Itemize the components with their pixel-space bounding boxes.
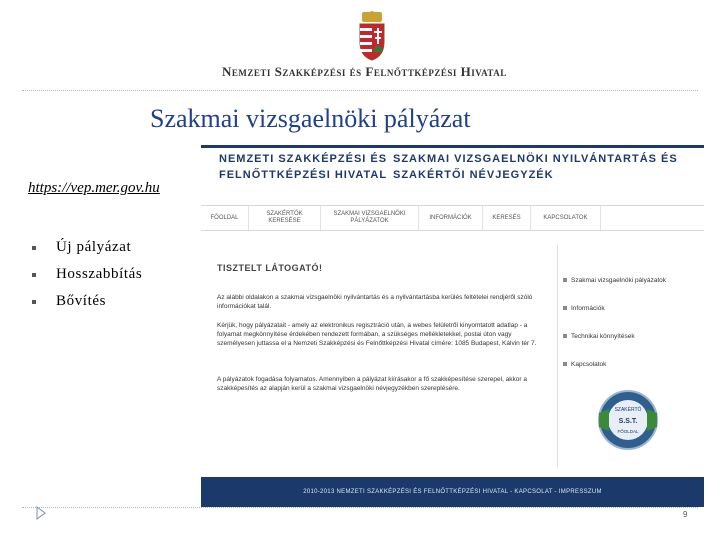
expert-seal-badge-icon — [597, 389, 659, 451]
site-sidebar-link-label: Szakmai vizsgaelnöki pályázatok — [571, 276, 667, 284]
square-bullet-icon — [563, 278, 567, 282]
site-header — [201, 145, 704, 195]
site-sidebar-link[interactable] — [563, 329, 693, 343]
site-agency-title: NEMZETI SZAKKÉPZÉSI ÉS FELNŐTTKÉPZÉSI HIVATAL — [219, 153, 388, 181]
website-url-link[interactable]: https://vep.mer.gov.hu — [28, 180, 160, 196]
list-item — [32, 288, 142, 315]
square-bullet-icon — [563, 334, 567, 338]
bullet-text: Új pályázat — [56, 239, 132, 255]
agency-name: Nemzeti Szakképzési és Felnőttképzési Hivatal — [222, 64, 507, 79]
site-sidebar-link[interactable] — [563, 273, 693, 287]
website-screenshot — [201, 145, 704, 507]
site-nav-home[interactable]: FŐOLDAL — [201, 206, 249, 230]
site-paragraph: Az alábbi oldalakon a szakmai vizsgaelnöki nyilvántartás és a nyilvántartásba kerülés feltételei rendjéről szóló információkat talál. — [217, 294, 533, 310]
site-footer: 2010-2013 NEMZETI SZAKKÉPZÉSI ÉS FELNŐTTKÉPZÉSI HIVATAL - KAPCSOLAT - IMPRESSZUM — [201, 477, 704, 507]
site-sidebar-link[interactable] — [563, 357, 693, 371]
site-nav-bar — [201, 205, 704, 231]
bullet-icon — [32, 246, 36, 250]
square-bullet-icon — [563, 362, 567, 366]
footer-divider — [22, 507, 698, 508]
page-number: 9 — [683, 510, 688, 519]
list-item — [32, 234, 142, 261]
badge-label-top: SZAKÉRTŐ — [614, 407, 642, 413]
bullet-list — [32, 234, 142, 315]
badge-label-bottom: FŐOLDAL — [617, 429, 639, 434]
slide-title: Szakmai vizsgaelnöki pályázat — [150, 104, 471, 133]
header-divider — [22, 90, 698, 91]
site-sidebar-link-label: Technikai könnyítések — [571, 332, 635, 340]
site-nav-contacts[interactable]: KAPCSOLATOK — [531, 206, 601, 230]
bullet-text: Hosszabbítás — [56, 266, 143, 282]
square-bullet-icon — [563, 306, 567, 310]
badge-label-center: S.S.T. — [618, 418, 638, 425]
site-sidebar-link-label: Információk — [571, 304, 605, 312]
site-paragraph: A pályázatok fogadása folyamatos. Amennyiben a pályázat kiírásakor a fő szakképesítése szerepel, akkor a szakképesítés az alapján kerül a szakmai vizsgaelnöki névjegyzékben szereplésére. — [217, 376, 528, 392]
site-nav-info[interactable]: INFORMÁCIÓK — [419, 206, 483, 230]
bullet-icon — [32, 273, 36, 277]
site-sidebar-link-label: Kapcsolatok — [571, 360, 607, 368]
site-nav-search[interactable]: KERESÉS — [483, 206, 531, 230]
site-paragraph: Kérjük, hogy pályázatait - amely az elektronikus regisztráció után, a webes felületről kinyomtatott adatlap - a folyamat megkönnyítése érdekében rendezett formában, a szükséges mellékletekkel, postai úton vagy személyesen juttassa el a Nemzeti Szakképzési és Felnőttképzési Hivatal címére: 1085 Budapest, Kálvin tér 7. — [217, 322, 537, 347]
site-sidebar — [563, 273, 693, 385]
hungarian-coat-of-arms-icon — [356, 10, 388, 62]
bullet-icon — [32, 300, 36, 304]
site-nav-experts-search[interactable]: SZAKÉRTŐK KERESÉSE — [249, 206, 321, 230]
bullet-text: Bővítés — [56, 293, 107, 309]
list-item — [32, 261, 142, 288]
site-registry-title: SZAKMAI VIZSGAELNÖKI NYILVÁNTARTÁS ÉS SZAKÉRTŐI NÉVJEGYZÉK — [393, 153, 678, 181]
site-sidebar-link[interactable] — [563, 301, 693, 315]
site-main-heading: TISZTELT LÁTOGATÓ! — [217, 263, 323, 273]
site-column-divider — [557, 245, 558, 467]
site-nav-applications[interactable]: SZAKMAI VIZSGAELNÖKI PÁLYÁZATOK — [321, 206, 419, 230]
play-arrow-icon — [36, 506, 46, 520]
